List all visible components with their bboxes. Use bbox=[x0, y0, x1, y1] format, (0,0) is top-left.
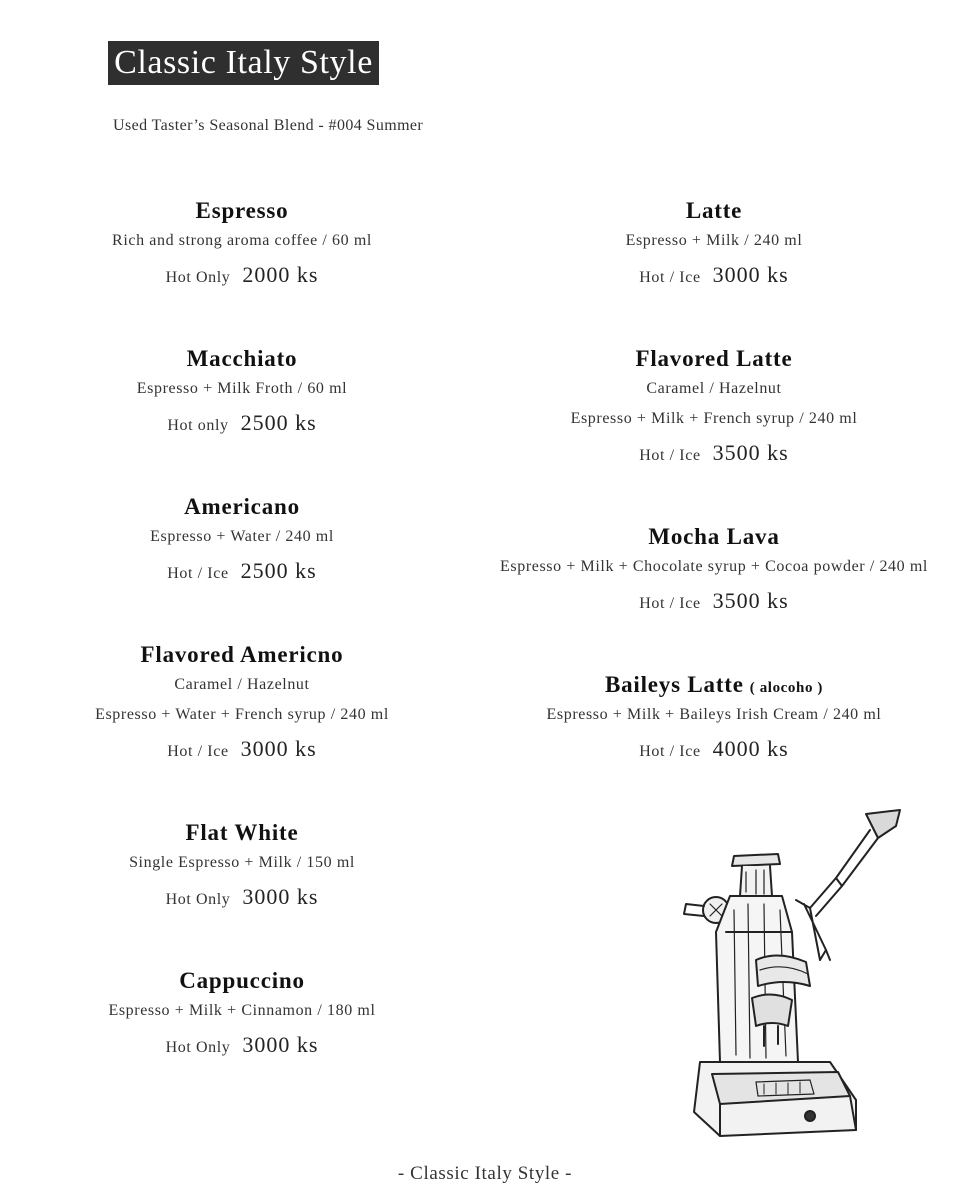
footer-text: - Classic Italy Style - bbox=[397, 1163, 573, 1184]
item-desc: Espresso + Milk / 240 ml bbox=[625, 232, 803, 249]
price-row bbox=[62, 1026, 422, 1064]
item-name-text: Baileys Latte bbox=[604, 672, 744, 697]
item-name bbox=[474, 670, 954, 700]
item-temp: Hot / Ice bbox=[167, 565, 229, 582]
price-row bbox=[474, 730, 954, 768]
item-name: Mocha Lava bbox=[648, 524, 780, 549]
price-row bbox=[62, 552, 422, 590]
item-desc: Espresso + Milk + French syrup / 240 ml bbox=[570, 410, 858, 427]
item-name: Americano bbox=[184, 494, 300, 519]
blend-subtitle: Used Taster’s Seasonal Blend - #004 Summer bbox=[113, 117, 424, 134]
menu-item-macchiato bbox=[62, 344, 422, 442]
menu-item-espresso bbox=[62, 196, 422, 294]
item-desc: Espresso + Milk + Chocolate syrup + Cocoa powder / 240 ml bbox=[500, 558, 928, 575]
menu-item-latte bbox=[474, 196, 954, 294]
item-name: Flavored Latte bbox=[635, 346, 793, 371]
page-title: Classic Italy Style bbox=[108, 41, 379, 85]
item-price: 2500 ks bbox=[240, 558, 317, 583]
menu-item-flat-white bbox=[62, 818, 422, 916]
menu-item-baileys-latte bbox=[474, 670, 954, 768]
item-desc: Single Espresso + Milk / 150 ml bbox=[129, 854, 355, 871]
item-temp: Hot Only bbox=[165, 1039, 231, 1056]
item-price: 3500 ks bbox=[712, 440, 789, 465]
item-temp: Hot / Ice bbox=[167, 743, 229, 760]
item-name: Espresso bbox=[195, 198, 289, 223]
item-desc: Caramel / Hazelnut bbox=[174, 676, 310, 693]
item-desc: Espresso + Milk Froth / 60 ml bbox=[136, 380, 348, 397]
price-row bbox=[62, 730, 422, 768]
item-price: 2000 ks bbox=[242, 262, 319, 287]
item-temp: Hot / Ice bbox=[639, 595, 701, 612]
menu-item-mocha-lava bbox=[474, 522, 954, 620]
price-row bbox=[474, 582, 954, 620]
item-temp: Hot / Ice bbox=[639, 447, 701, 464]
item-price: 2500 ks bbox=[240, 410, 317, 435]
menu-item-americano bbox=[62, 492, 422, 590]
menu-item-flavored-americano bbox=[62, 640, 422, 768]
espresso-machine-icon bbox=[660, 800, 910, 1145]
item-temp: Hot Only bbox=[165, 269, 231, 286]
item-name: Flat White bbox=[185, 820, 299, 845]
item-desc: Espresso + Water / 240 ml bbox=[150, 528, 334, 545]
item-price: 3000 ks bbox=[242, 884, 319, 909]
item-temp: Hot Only bbox=[165, 891, 231, 908]
item-name: Latte bbox=[685, 198, 743, 223]
price-row bbox=[62, 404, 422, 442]
item-desc: Espresso + Milk + Cinnamon / 180 ml bbox=[108, 1002, 376, 1019]
price-row bbox=[62, 256, 422, 294]
price-row bbox=[62, 878, 422, 916]
item-temp: Hot / Ice bbox=[639, 743, 701, 760]
menu-item-cappuccino bbox=[62, 966, 422, 1064]
item-temp: Hot only bbox=[167, 417, 229, 434]
item-desc: Espresso + Milk + Baileys Irish Cream / 240 ml bbox=[546, 706, 882, 723]
price-row bbox=[474, 256, 954, 294]
price-row bbox=[474, 434, 954, 472]
item-desc: Caramel / Hazelnut bbox=[646, 380, 782, 397]
item-name: Cappuccino bbox=[179, 968, 305, 993]
item-price: 3000 ks bbox=[240, 736, 317, 761]
item-price: 3000 ks bbox=[712, 262, 789, 287]
item-price: 4000 ks bbox=[712, 736, 789, 761]
item-price: 3000 ks bbox=[242, 1032, 319, 1057]
item-name: Flavored Americno bbox=[140, 642, 344, 667]
item-note: ( alocoho ) bbox=[749, 680, 824, 696]
item-desc: Espresso + Water + French syrup / 240 ml bbox=[95, 706, 389, 723]
item-name: Macchiato bbox=[186, 346, 298, 371]
item-price: 3500 ks bbox=[712, 588, 789, 613]
item-desc: Rich and strong aroma coffee / 60 ml bbox=[112, 232, 372, 249]
menu-item-flavored-latte bbox=[474, 344, 954, 472]
item-temp: Hot / Ice bbox=[639, 269, 701, 286]
